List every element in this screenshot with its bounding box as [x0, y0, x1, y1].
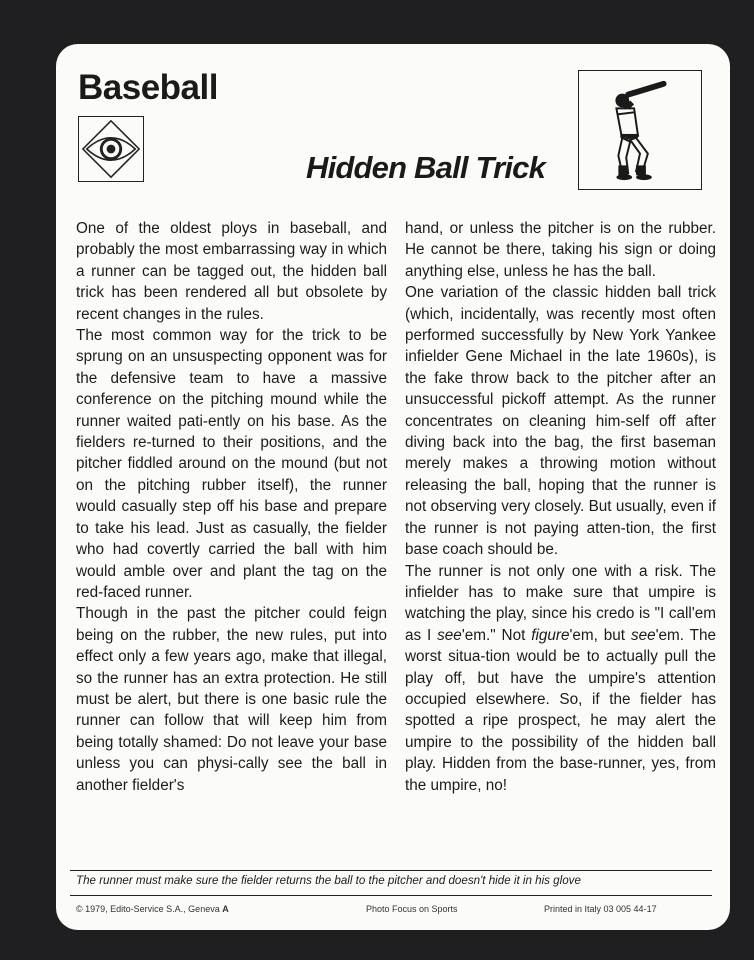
caption-divider-bottom	[70, 895, 712, 896]
article-body	[76, 218, 716, 872]
paragraph: hand, or unless the pitcher is on the rubber. He cannot be there, taking his sign or doing anything else, unless he has the ball.	[405, 220, 716, 280]
paragraph: Though in the past the pitcher could feign being on the rubber, the new rules, put into effect only a few years ago, make that illegal, so the runner has an extra protection. He still must be alert, but there is one basic rule the runner can follow that will keep him from being totally shamed: Do not leave your base unless you can physi-cally see the ball in another fielder's	[76, 605, 387, 794]
paragraph: The most common way for the trick to be sprung on an unsuspecting opponent was for the defensive team to have a massive conference on the pitching mound while the runner waited pati-ently on his base. As the fielders re-turned to their positions, and the pitcher fiddled around on the mound (but not on the pitching rubber itself), the runner would casually step off his base and prepare to take his lead. Just as casually, the fielder who had covertly carried the ball with him would amble over and plant the tag on the red-faced runner.	[76, 327, 387, 601]
card-title: Hidden Ball Trick	[306, 150, 546, 185]
baseball-batter-icon	[578, 70, 702, 190]
copyright-text: © 1979, Edito-Service S.A., Geneva	[76, 904, 220, 914]
paragraph	[405, 561, 716, 796]
sports-card	[56, 44, 730, 930]
article-column-left	[76, 218, 387, 872]
photo-credit: Photo Focus on Sports	[366, 904, 458, 914]
emphasis-text: figure	[531, 626, 570, 644]
sport-title: Baseball	[78, 68, 218, 107]
text-run: 'em. The worst situa-tion would be to actually pull the play off, but have the umpire's attention occupied elsewhere. So, if the fielder has spotted a ripe prospect, he may alert the umpire to the possibility of the hidden ball play. Hidden from the base-runner, yes, from the umpire, no!	[405, 626, 716, 794]
emphasis-text: see	[630, 626, 656, 644]
text-run: The runner is not only one with a risk. The infielder has to make sure that umpire is watching the play, since his credo is "I call'em as I	[405, 562, 716, 644]
text-run: 'em, but	[569, 626, 631, 644]
emphasis-text: see	[437, 626, 462, 644]
print-info: Printed in Italy 03 005 44-17	[544, 904, 657, 914]
copyright-notice	[76, 904, 229, 914]
series-letter: A	[222, 904, 229, 914]
paragraph: One of the oldest ploys in baseball, and probably the most embarrassing way in which a runner can be tagged out, the hidden ball trick has been rendered all but obsolete by recent changes in the rules.	[76, 220, 387, 323]
paragraph: One variation of the classic hidden ball trick (which, incidentally, was recently most often performed successfully by New York Yankee infielder Gene Michael in the late 1960s), is the fake throw back to the pitcher after an unsuccessful pickoff attempt. As the runner concentrates on cleaning him-self off after diving back into the bag, the first baseman merely makes a throwing motion without releasing the ball, hoping that the runner is not observing very closely. But usually, even if the runner is not paying atten-tion, the first base coach should be.	[405, 284, 716, 559]
article-column-right	[405, 218, 716, 872]
concentric-diamond-eye-icon	[78, 116, 144, 182]
photo-caption: The runner must make sure the fielder returns the ball to the pitcher and doesn't hide it in his glove	[76, 874, 581, 887]
caption-divider-top	[70, 870, 712, 871]
text-run: 'em." Not	[461, 626, 532, 644]
